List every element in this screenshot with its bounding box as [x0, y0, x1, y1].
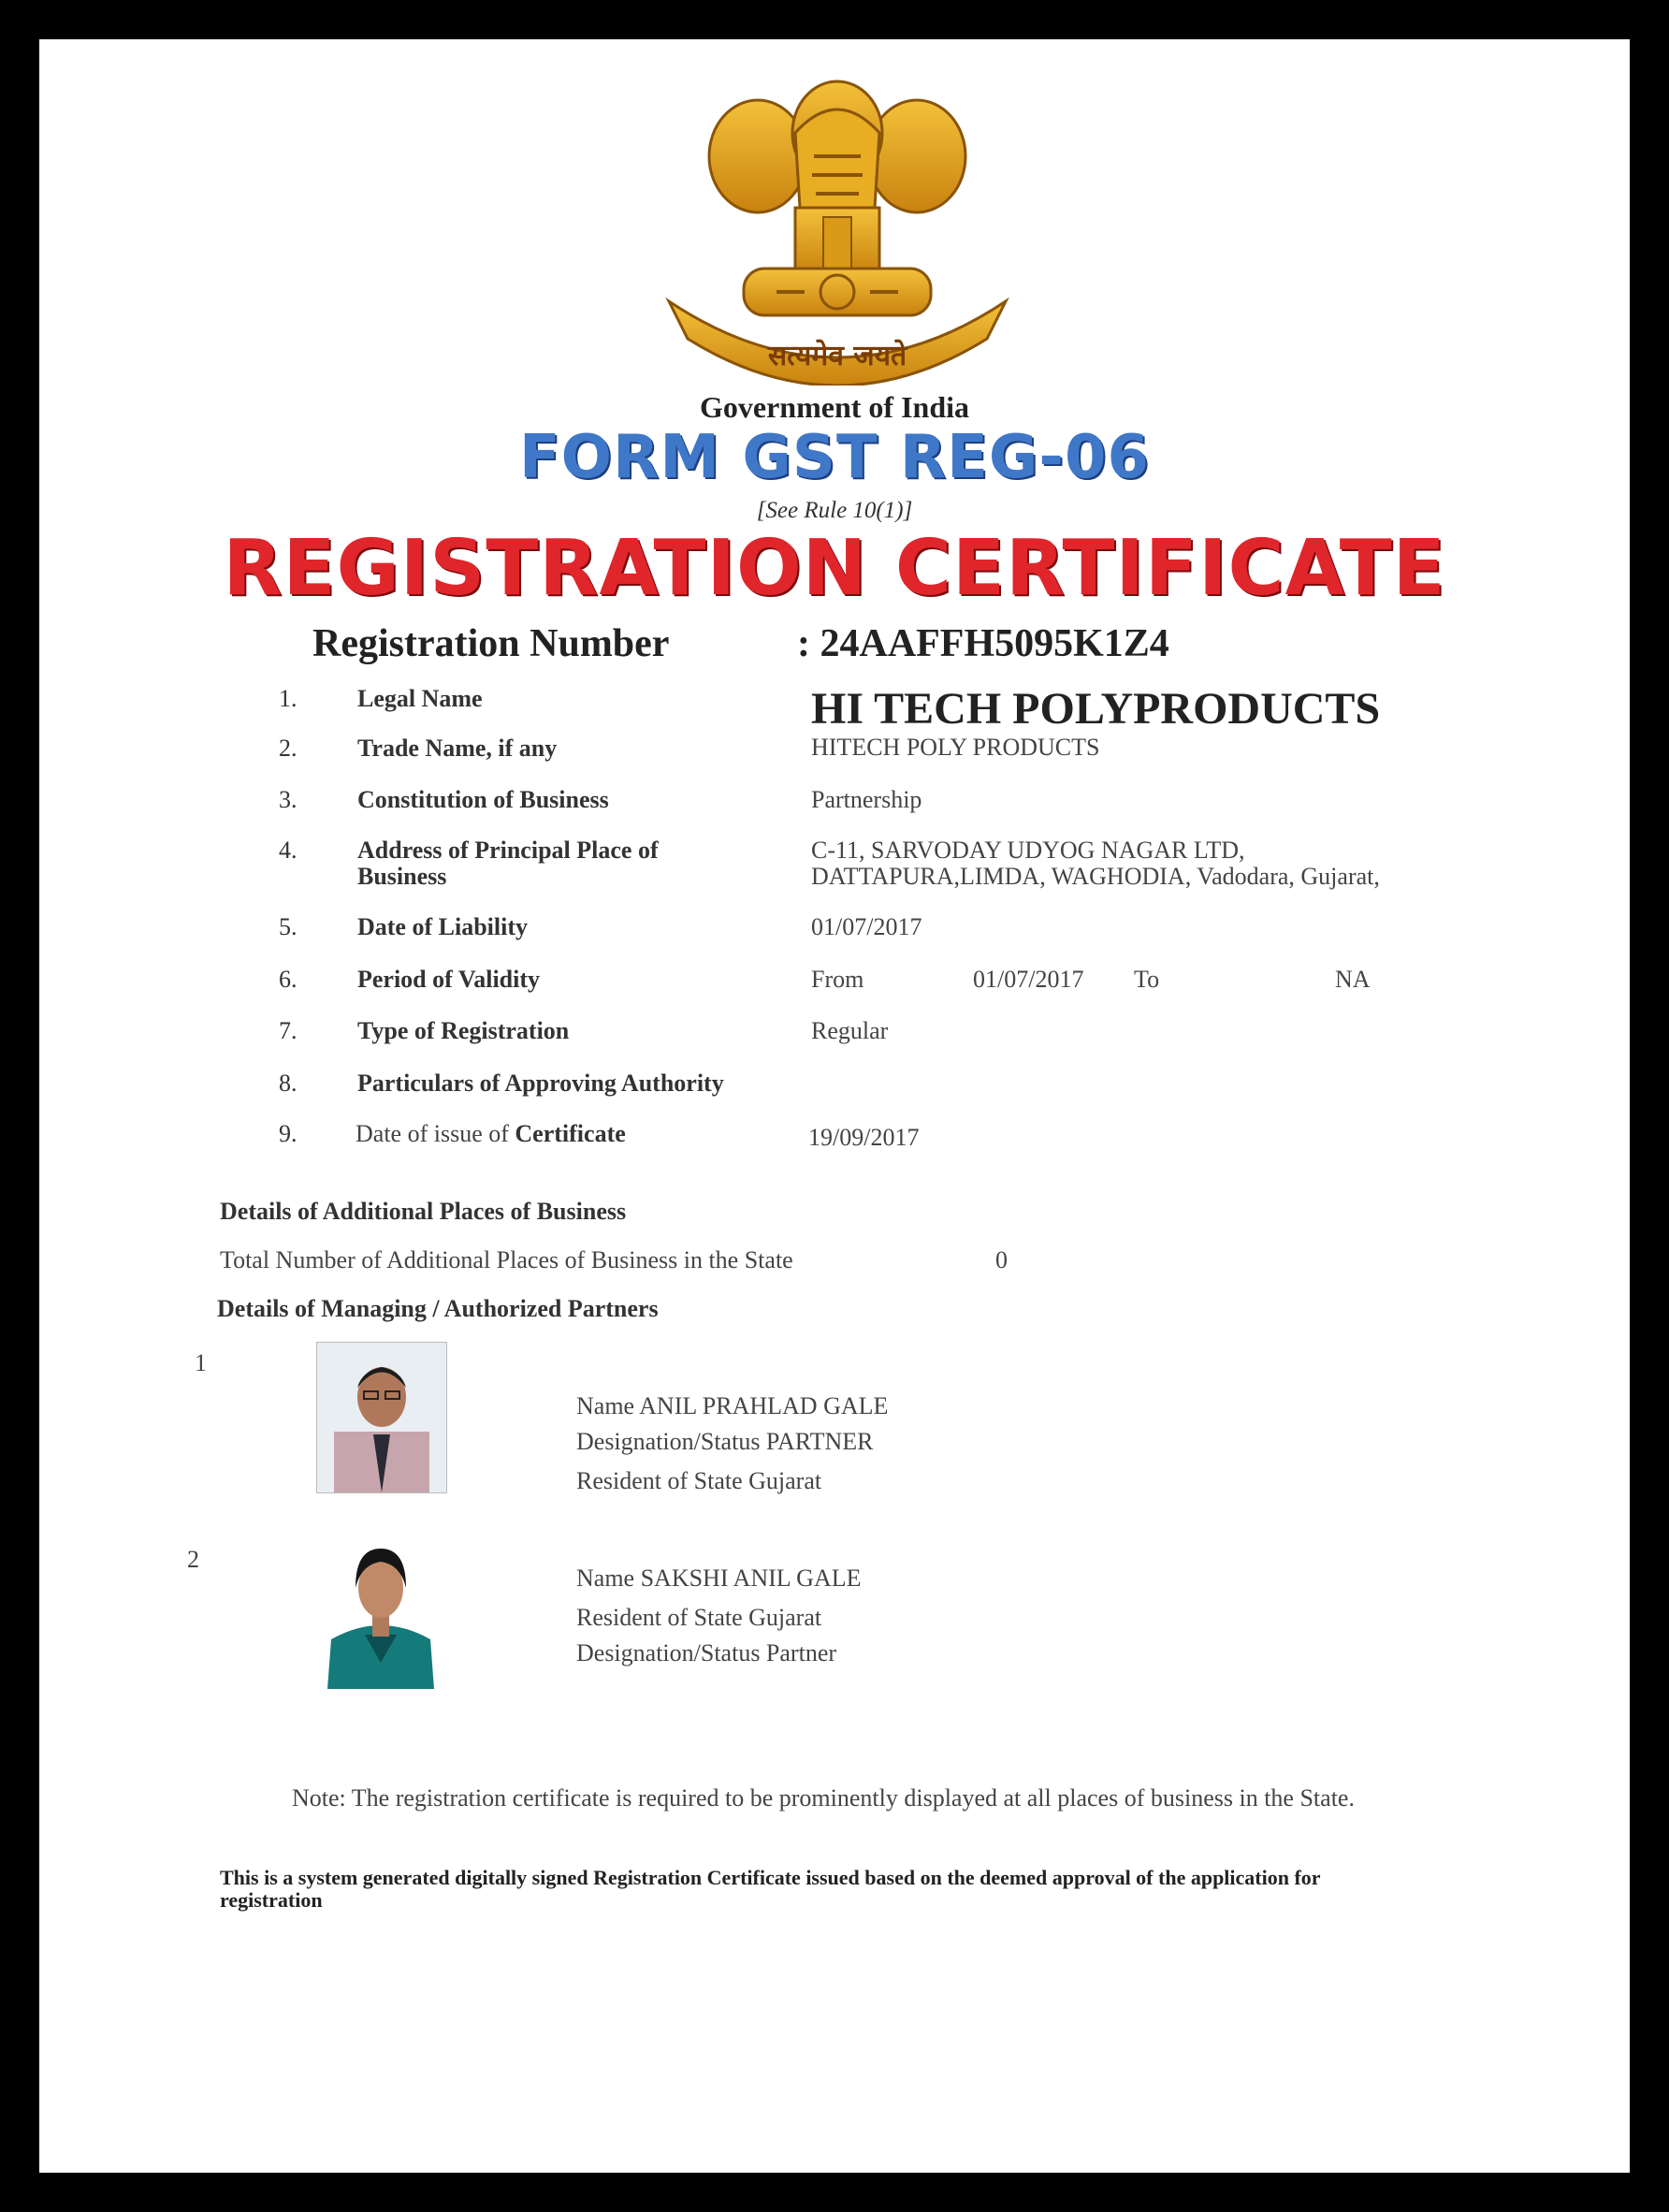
legal-name-label: Legal Name — [357, 685, 483, 712]
liability-date-value: 01/07/2017 — [811, 913, 922, 940]
partner-detail: Designation/Status Partner — [576, 1639, 837, 1666]
issue-date-label — [356, 1120, 626, 1148]
certificate-title: REGISTRATION CERTIFICATE — [223, 524, 1446, 613]
validity-from-label: From — [811, 966, 864, 993]
partners-heading: Details of Managing / Authorized Partners — [217, 1295, 659, 1322]
address-label-line1: Address of Principal Place of — [357, 837, 659, 864]
partner-photo — [316, 1342, 447, 1493]
emblem-motto: सत्यमेव जयते — [767, 340, 907, 372]
legal-name-value: HI TECH POLYPRODUCTS — [811, 684, 1381, 734]
validity-to-label: To — [1134, 966, 1160, 993]
partner-name: Name SAKSHI ANIL GALE — [576, 1564, 862, 1592]
field-number: 7. — [279, 1017, 298, 1044]
form-title: FORM GST REG-06 — [518, 423, 1151, 492]
partner-photo — [317, 1521, 444, 1690]
field-number: 5. — [279, 913, 298, 940]
liability-date-label: Date of Liability — [357, 913, 528, 940]
government-heading: Government of India — [700, 390, 969, 424]
trade-name-value: HITECH POLY PRODUCTS — [811, 734, 1100, 761]
registration-type-value: Regular — [811, 1017, 889, 1044]
system-generated-notice-cont: registration — [220, 1888, 323, 1912]
field-number: 1. — [279, 685, 298, 712]
address-value-line2: DATTAPURA,LIMDA, WAGHODIA, Vadodara, Gujarat, — [811, 863, 1380, 890]
validity-from-value: 01/07/2017 — [973, 966, 1084, 993]
issue-date-label-bold: Certificate — [515, 1120, 626, 1147]
partner-detail: Designation/Status PARTNER — [576, 1428, 874, 1455]
rule-reference: [See Rule 10(1)] — [756, 498, 913, 523]
display-note: Note: The registration certificate is required to be prominently displayed at all places of business in the State. — [292, 1784, 1355, 1812]
registration-number-label: Registration Number — [312, 622, 670, 665]
validity-to-value: NA — [1335, 966, 1371, 993]
additional-places-heading: Details of Additional Places of Business — [220, 1198, 627, 1225]
additional-places-count-label: Total Number of Additional Places of Business in the State — [220, 1246, 793, 1273]
address-label-line2: Business — [357, 863, 447, 890]
validity-label: Period of Validity — [357, 966, 541, 993]
partner-detail: Resident of State Gujarat — [576, 1604, 822, 1631]
field-number: 8. — [279, 1070, 298, 1097]
trade-name-label: Trade Name, if any — [357, 735, 558, 762]
partner-index: 1 — [195, 1349, 207, 1376]
registration-number-value: : 24AAFFH5095K1Z4 — [797, 622, 1169, 665]
field-number: 9. — [279, 1120, 298, 1147]
field-number: 3. — [279, 786, 298, 813]
issue-date-value: 19/09/2017 — [808, 1124, 920, 1151]
partner-index: 2 — [187, 1546, 199, 1573]
constitution-label: Constitution of Business — [357, 786, 609, 813]
constitution-value: Partnership — [811, 786, 922, 813]
registration-type-label: Type of Registration — [357, 1017, 570, 1044]
issue-date-label-plain: Date of issue of — [356, 1120, 515, 1147]
approving-authority-label: Particulars of Approving Authority — [357, 1070, 724, 1097]
partner-detail: Resident of State Gujarat — [576, 1467, 822, 1494]
address-value-line1: C-11, SARVODAY UDYOG NAGAR LTD, — [811, 837, 1245, 864]
partner-name: Name ANIL PRAHLAD GALE — [576, 1392, 889, 1419]
field-number: 4. — [279, 837, 298, 864]
national-emblem-icon — [655, 67, 1020, 386]
certificate-page — [39, 39, 1630, 2173]
field-number: 6. — [279, 966, 298, 993]
additional-places-count: 0 — [995, 1246, 1008, 1273]
system-generated-notice: This is a system generated digitally signed Registration Certificate issued based on the deemed approval of the application for — [220, 1866, 1321, 1889]
field-number: 2. — [279, 735, 298, 762]
